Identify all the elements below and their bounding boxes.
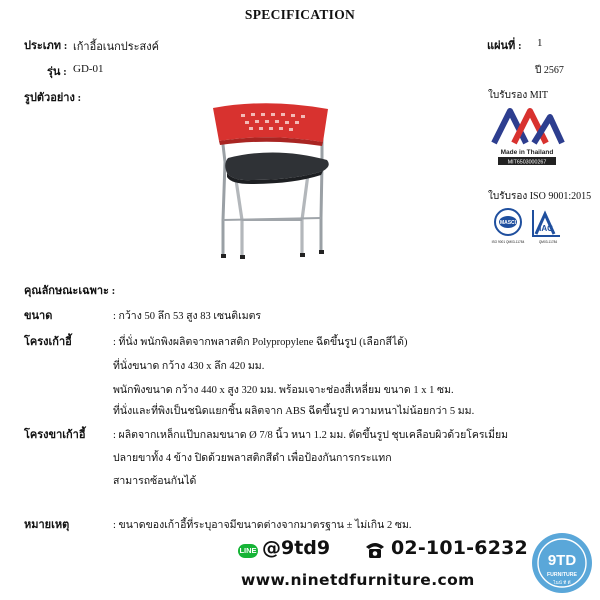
sample-image-label: รูปตัวอย่าง : (24, 92, 82, 104)
spec-chair-frame-line: พนักพิงขนาด กว้าง 440 x สูง 320 มม. พร้อมเจาะช่องสี่เหลี่ยม ขนาด 1 x 1 ซม. (113, 385, 454, 396)
sheet-value: 1 (537, 37, 543, 49)
spec-label-size: ขนาด (24, 310, 53, 322)
note-label: หมายเหตุ (24, 519, 70, 531)
mit-badge-code: MIT6503000267 (507, 159, 547, 166)
website-url: www.ninetdfurniture.com (241, 571, 475, 589)
features-heading: คุณลักษณะเฉพาะ : (24, 285, 116, 297)
logo-sub-text: ไนน์ ที ดี (553, 581, 571, 586)
note-text: : ขนาดของเก้าอี้ที่ระบุอาจมีขนาดต่างจากมาตรฐาน ± ไม่เกิน 2 ซม. (113, 520, 412, 531)
iso-certificate-label: ใบรับรอง ISO 9001:2015 (488, 191, 592, 202)
iso-certificate-logo (490, 206, 570, 248)
masci-badge-text: MASCI (499, 220, 517, 226)
sheet-label: แผ่นที่ : (487, 40, 522, 52)
page-title: SPECIFICATION (244, 7, 356, 22)
line-app-icon: LINE (238, 544, 258, 558)
year-label: ปี 2567 (535, 65, 564, 76)
type-label: ประเภท : (24, 40, 68, 52)
spec-label-leg-frame: โครงขาเก้าอี้ (24, 429, 86, 441)
model-value: GD-01 (73, 63, 104, 75)
spec-leg-frame-line: ปลายขาทั้ง 4 ข้าง ปิดด้วยพลาสติกสีดำ เพื่อป้องกันการกระแทก (113, 453, 392, 464)
spec-size-line: : กว้าง 50 ลึก 53 สูง 83 เซนติเมตร (113, 311, 262, 322)
logo-ring-text: FURNITURE (547, 572, 577, 578)
ninetd-furniture-logo (531, 532, 593, 594)
phone-number: 02-101-6232 (391, 537, 528, 559)
masci-badge-sub: ISO 9001 QM03-11784 (491, 240, 525, 244)
logo-main-text: 9TD (547, 552, 577, 569)
mit-badge-text: Made in Thailand (500, 149, 554, 156)
line-id: @9td9 (262, 537, 331, 559)
spec-leg-frame-line: สามารถซ้อนกันได้ (113, 476, 197, 487)
mit-certificate-label: ใบรับรอง MIT (488, 90, 549, 101)
iac-badge-text: IAC (539, 224, 553, 233)
type-value: เก้าอี้อเนกประสงค์ (73, 41, 159, 53)
chair-image (205, 100, 355, 260)
mit-certificate-logo (484, 101, 570, 167)
spec-chair-frame-line: ที่นั่งขนาด กว้าง 430 x ลึก 420 มม. (113, 361, 265, 372)
spec-chair-frame-line: ที่นั่งและที่พิงเป็นชนิดแยกชิ้น ผลิตจาก ABS ฉีดขึ้นรูป ความหนาไม่น้อยกว่า 5 มม. (113, 406, 475, 417)
spec-leg-frame-line: : ผลิตจากเหล็กแป๊บกลมขนาด Ø 7/8 นิ้ว หนา 1.2 มม. ดัดขึ้นรูป ชุบเคลือบผิวด้วยโครเมี่ยม (113, 430, 509, 441)
iac-badge-sub: QM03-11784 (538, 240, 558, 244)
model-label: รุ่น : (47, 66, 67, 78)
spec-label-chair-frame: โครงเก้าอี้ (24, 336, 72, 348)
phone-icon (364, 540, 386, 560)
spec-chair-frame-line: : ที่นั่ง พนักพิงผลิตจากพลาสติก Polypropylene ฉีดขึ้นรูป (เลือกสีได้) (113, 337, 408, 348)
